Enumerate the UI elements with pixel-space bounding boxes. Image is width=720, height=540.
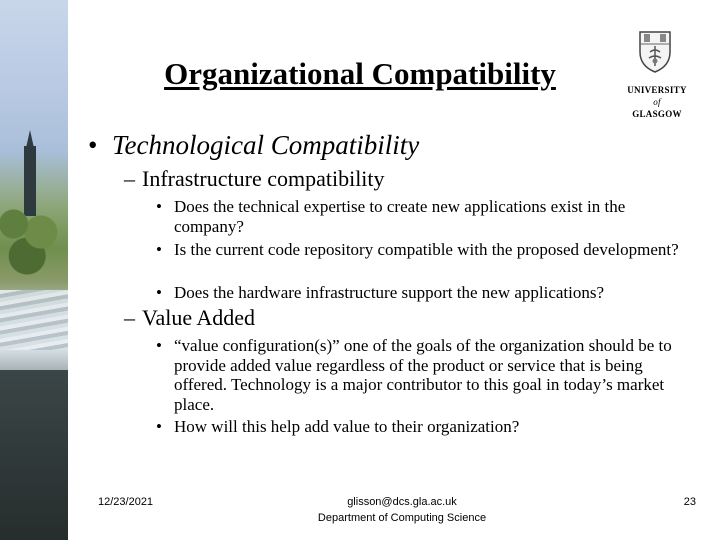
bullet-dot: •: [156, 417, 162, 436]
water-shape: [0, 290, 68, 350]
slide-title: Organizational Compatibility: [164, 56, 556, 91]
section-label: Value Added: [142, 305, 256, 330]
bullet-dot: •: [88, 130, 98, 160]
footer-date: 12/23/2021: [98, 496, 154, 508]
trees-shape: [0, 200, 68, 280]
footer-department: Department of Computing Science: [317, 512, 487, 524]
footer-email: glisson@dcs.gla.ac.uk: [347, 496, 457, 508]
list-item: [156, 240, 696, 260]
university-name: [622, 84, 692, 120]
list-item: [156, 283, 696, 303]
bullet-dot: •: [156, 240, 162, 259]
dash-marker: –: [124, 305, 135, 330]
logo-line-university: UNIVERSITY: [627, 85, 687, 95]
bullet-dot: •: [156, 283, 162, 302]
campus-photo-strip: [0, 0, 68, 540]
logo-line-glasgow: GLASGOW: [632, 109, 682, 119]
list-item: [156, 417, 696, 437]
main-bullet: [88, 130, 419, 161]
section-label: Infrastructure compatibility: [142, 166, 385, 191]
footer-center: [270, 494, 534, 526]
list-item-text: “value configuration(s)” one of the goals of the organization should be to provide added value regardless of the product or service that is being offered. Technology is a major contributor to this goal in today’s market place.: [174, 336, 672, 414]
list-item: [156, 197, 696, 236]
page-number: 23: [683, 496, 696, 508]
list-item-text: Does the hardware infrastructure support the new applications?: [174, 283, 605, 302]
university-logo: [622, 30, 692, 122]
list-item-text: Is the current code repository compatible with the proposed development?: [174, 240, 679, 259]
main-bullet-text: Technological Compatibility: [112, 130, 420, 160]
list-item: [156, 336, 696, 414]
list-item-text: Does the technical expertise to create new applications exist in the company?: [174, 197, 626, 236]
bullet-dot: •: [156, 197, 162, 216]
section-infrastructure: [124, 166, 385, 192]
logo-line-of: of: [653, 97, 661, 107]
section-value-added: [124, 305, 255, 331]
dash-marker: –: [124, 166, 135, 191]
university-crest-icon: [638, 30, 672, 74]
bullet-dot: •: [156, 336, 162, 355]
list-item-text: How will this help add value to their organization?: [174, 417, 520, 436]
shadow-shape: [0, 370, 68, 540]
